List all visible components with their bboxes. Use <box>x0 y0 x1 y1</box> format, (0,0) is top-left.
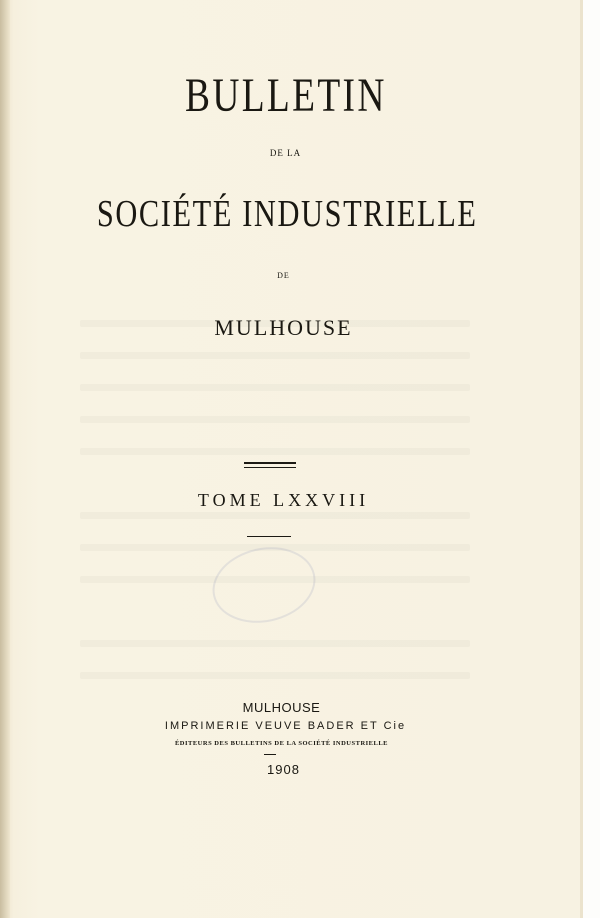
imprint-printer: IMPRIMERIE VEUVE BADER ET Cie <box>164 720 407 732</box>
society-name: SOCIÉTÉ INDUSTRIELLE <box>96 193 478 235</box>
show-through-line <box>80 352 470 359</box>
bulletin-title: BULLETIN <box>185 69 387 122</box>
ornamental-rule-thick <box>244 462 296 464</box>
page-gutter-shadow <box>0 0 10 918</box>
imprint-city: MULHOUSE <box>242 700 321 715</box>
ornamental-rule-thin <box>244 467 296 468</box>
show-through-line <box>80 640 470 647</box>
show-through-line <box>80 416 470 423</box>
show-through-line <box>80 672 470 679</box>
library-stamp-show-through <box>205 538 322 632</box>
volume-number: TOME LXXVIII <box>197 490 370 510</box>
ornamental-rule-lower <box>247 536 291 537</box>
scan-background <box>583 0 600 918</box>
imprint-editors: ÉDITEURS DES BULLETINS DE LA SOCIÉTÉ INDUSTRIELLE <box>174 740 389 747</box>
show-through-line <box>80 448 470 455</box>
connector-de: DE <box>277 271 290 280</box>
connector-de-la: DE LA <box>269 148 302 158</box>
show-through-line <box>80 384 470 391</box>
society-city: MULHOUSE <box>214 315 353 340</box>
imprint-rule <box>264 754 276 755</box>
show-through-line <box>80 512 470 519</box>
imprint-year: 1908 <box>267 762 300 777</box>
